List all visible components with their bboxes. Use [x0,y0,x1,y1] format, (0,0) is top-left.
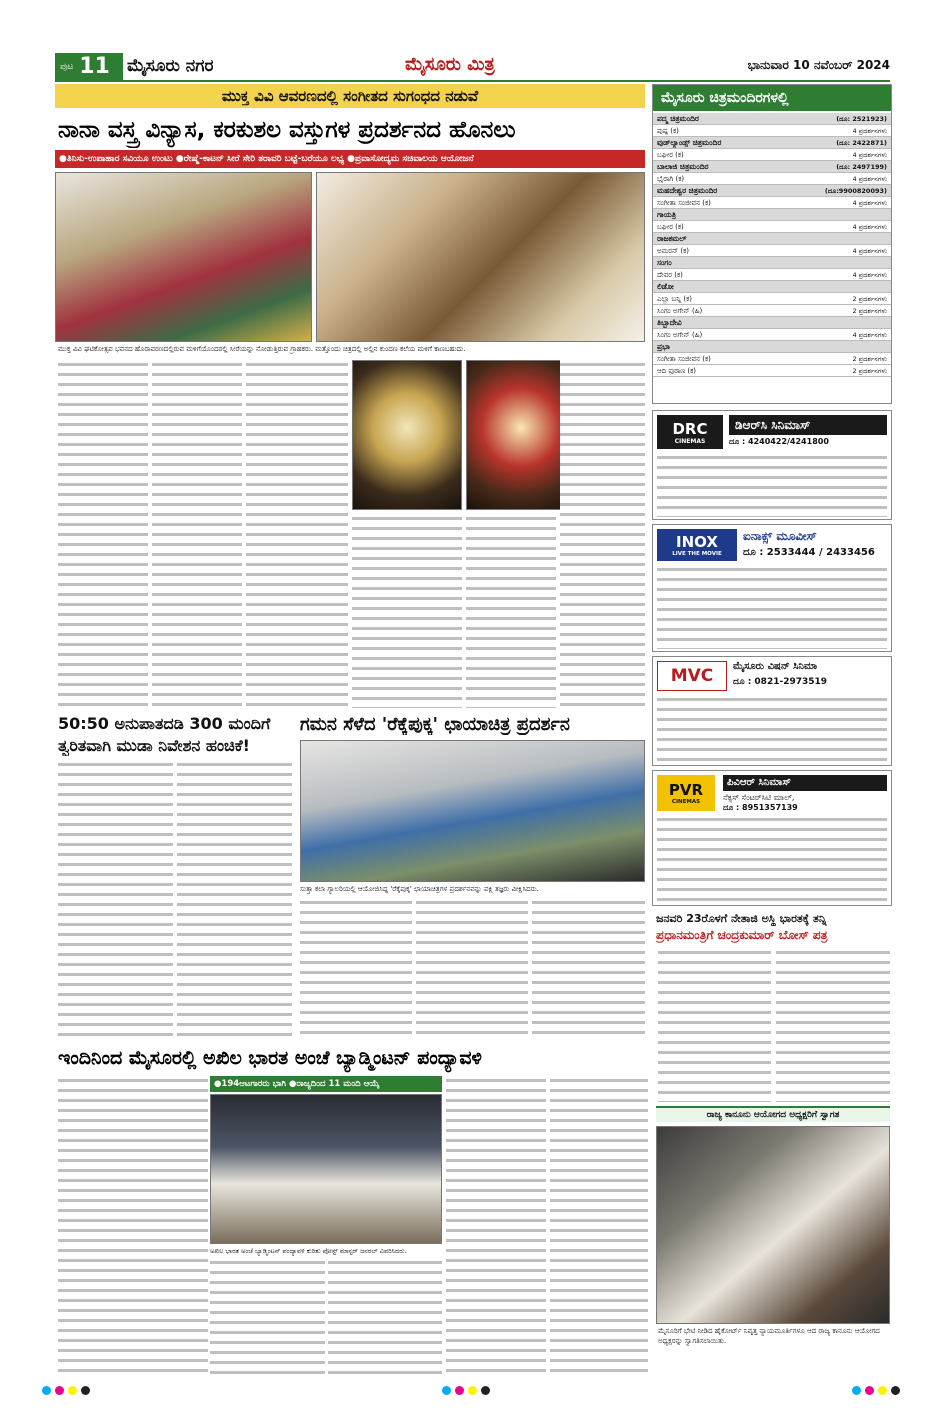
lead-body-col-2 [152,360,242,708]
saree-stall-photo [55,172,312,342]
page-header [55,53,890,80]
netaji-body-col-2 [776,948,890,1102]
lead-photo-caption: ಮುಕ್ತ ವಿವಿ ಘಟಿಕೋತ್ಸವ ಭವನದ ಹೊರಾವರಣದಲ್ಲಿರುವ ಮಳಿಗೆಯೊಂದರಲ್ಲಿ ಸೀರೆಯನ್ನು ನೋಡುತ್ತಿರುವ ಗ್ರಾಹಕರು. ಮತ್ತೊಂದು ಚಿತ್ರದಲ್ಲಿ ಅಲ್ಲಿನ ಕುಂದಣ ಕಲೆಯ ಮಳಿಗೆ ಕಾಣಬಹುದು. [58,345,466,353]
mvc-box [652,656,892,766]
pvr-showtimes [657,815,887,903]
lead-body-col-6 [560,360,645,708]
muda-body-col-2 [177,760,292,1040]
legal-headline: ರಾಜ್ಯ ಕಾನೂನು ಆಯೋಗದ ಅಧ್ಯಕ್ಷರಿಗೆ ಸ್ವಾಗತ [706,1110,840,1120]
lead-subline-band [55,150,645,168]
muda-headline-2: ತ್ವರಿತವಾಗಿ ಮುಡಾ ನಿವೇಶನ ಹಂಚಿಕೆ! [58,736,250,755]
cinema-row: ಬಘೀರ (ಕ) 4 ಪ್ರದರ್ಶನಗಳು [653,149,891,161]
pvr-name: ಪಿವಿಆರ್ ಸಿನಿಮಾಸ್ [723,775,887,791]
drc-name: ಡಿಆರ್‌ಸಿ ಸಿನಿಮಾಸ್ [729,415,887,435]
cinema-row: ಮಹದೇಶ್ವರ ಚಿತ್ರಮಂದಿರ (ದೂ:9900820093) [653,185,891,197]
netaji-headline-2: ಪ್ರಧಾನಮಂತ್ರಿಗೆ ಚಂದ್ರಕುಮಾರ್ ಬೋಸ್ ಪತ್ರ [656,928,828,942]
expo-body-col-3 [532,898,645,1040]
craft-stall-photo [316,172,645,342]
badminton-photo-caption: ಅಖಿಲ ಭಾರತ ಅಂಚೆ ಬ್ಯಾಡ್ಮಿಂಟನ್ ಪಂದ್ಯಾವಳಿ ಕುರಿತು ಪೋಸ್ಟ್ ಮಾಸ್ಟರ್ ಜನರಲ್ ವಿವರಿಸಿದರು. [210,1247,407,1255]
badminton-body-col-1 [58,1076,208,1374]
lead-body-col-1 [58,360,148,708]
inox-box [652,524,892,652]
drc-cinemas-box [652,410,892,520]
drc-phone: ದೂ : 4240422/4241800 [729,437,829,446]
header-rule [55,80,890,82]
lead-kicker: ಮುಕ್ತ ವಿವಿ ಆವರಣದಲ್ಲಿ ಸಂಗೀತದ ಸುಗಂಧದ ನಡುವೆ [221,87,479,105]
expo-body-col-1 [300,898,412,1040]
page-number-box [55,53,123,80]
cinema-row: ರಾಜಕಮಲ್ [653,233,891,245]
issue-date: ಭಾನುವಾರ 10 ನವೆಂಬರ್ 2024 [747,58,890,72]
muda-body-col-1 [58,760,173,1040]
cinema-listing-title: ಮೈಸೂರು ಚಿತ್ರಮಂದಿರಗಳಲ್ಲಿ [653,85,891,111]
muda-headline-1: 50:50 ಅನುಪಾತದಡಿ 300 ಮಂದಿಗೆ [58,714,271,733]
inox-logo: INOX LIVE THE MOVIE [657,529,737,561]
lead-body-col-4 [352,514,462,708]
inox-showtimes [657,565,887,649]
badminton-subline-band [210,1076,442,1092]
lead-body-col-5 [466,514,556,708]
gallery-visit-photo [300,740,645,882]
netaji-body-col-1 [658,948,771,1102]
print-registration-marks-right [850,1380,902,1399]
cinema-row: ಬಘೀರ (ಕ) 4 ಪ್ರದರ್ಶನಗಳು [653,221,891,233]
cinema-row: ಸಿಂಗಂ ಅಗೇನ್ (ಹಿ) 4 ಪ್ರದರ್ಶನಗಳು [653,329,891,341]
badminton-body-col-4 [446,1076,546,1374]
cinema-rows [653,113,891,377]
netaji-headline-1: ಜನವರಿ 23ರೊಳಗೆ ನೇತಾಜಿ ಅಸ್ಥಿ ಭಾರತಕ್ಕೆ ತನ್ನಿ [656,912,827,925]
page-number: 11 [79,54,110,79]
page-label: ಪುಟ [60,61,74,72]
badminton-body-col-2 [210,1258,325,1374]
lead-kicker-band [55,84,645,108]
lead-subline: ●ತಿನಿಸು-ಉಪಾಹಾರ ಸವಿಯೂ ಉಂಟು ●ರೇಷ್ಮೆ-ಕಾಟನ್ ಸೀರೆ ಸೇರಿ ತರಾವರಿ ಬಟ್ಟೆ-ಬರೆಯೂ ಲಭ್ಯ ●ಪ್ರವಾಸೋದ್ಯಮ ಸಚಿವಾಲಯ ಆಯೋಜನೆ [59,154,474,164]
kundana-art-photo-1 [352,360,462,510]
inox-phone: ದೂ : 2533444 / 2433456 [743,547,875,558]
pvr-sub: ನೆಕ್ಸಸ್ ಸೆಂಟರ್‌ಸಿಟಿ ಮಾಲ್, [723,793,795,802]
cinema-row: ಸಿಂಗಂ ಅಗೇನ್ (ಹಿ) 2 ಪ್ರದರ್ಶನಗಳು [653,305,891,317]
press-meet-photo [210,1094,442,1244]
cinema-row: ಆದಿ ಪುರಾಣ (ಕ) 2 ಪ್ರದರ್ಶನಗಳು [653,365,891,377]
print-registration-marks-center [440,1380,492,1399]
mvc-logo: MVC [657,661,727,691]
cinema-row: ಪದ್ಮ ಚಿತ್ರಮಂದಿರ (ದೂ: 2521923) [653,113,891,125]
badminton-body-col-3 [328,1258,442,1374]
cinema-row: ತಿಬ್ಬಾದೇವಿ [653,317,891,329]
cinema-row: ಎಲ್ಲಾ ಬನ್ನಿ (ಕ) 2 ಪ್ರದರ್ಶನಗಳು [653,293,891,305]
mvc-phone: ದೂ : 0821-2973519 [733,677,828,687]
legal-headline-band [656,1106,890,1122]
inox-name: ಐನಾಕ್ಸ್ ಮೂವೀಸ್ [743,529,817,543]
legal-photo-caption: ಮೈಸೂರಿಗೆ ಭೇಟಿ ನೀಡಿದ ಹೈಕೋರ್ಟ್ ನಿವೃತ್ತ ನ್ಯಾಯಮೂರ್ತಿಗಳೂ ಆದ ರಾಜ್ಯ ಕಾನೂನು ಆಯೋಗದ ಅಧ್ಯಕ್ಷರನ್ನು ಸ್ವಾಗತಿಸಲಾಯಿತು. [658,1327,880,1345]
cinema-row: ದೇವರ (ಕ) 4 ಪ್ರದರ್ಶನಗಳು [653,269,891,281]
section-title: ಮೈಸೂರು ನಗರ [127,56,214,76]
mvc-showtimes [657,695,887,763]
print-registration-marks-left [40,1380,92,1399]
lead-headline: ನಾನಾ ವಸ್ತ್ರ ವಿನ್ಯಾಸ, ಕರಕುಶಲ ವಸ್ತುಗಳ ಪ್ರದರ್ಶನದ ಹೊನಲು [58,117,516,143]
badminton-body-col-5 [550,1076,648,1374]
cinema-row: ಗಾಯತ್ರಿ [653,209,891,221]
pvr-phone: ದೂ : 8951357139 [723,803,798,812]
masthead: ಮೈಸೂರು ಮಿತ್ರ [405,54,495,75]
badminton-headline: ಇಂದಿನಿಂದ ಮೈಸೂರಲ್ಲಿ ಅಖಿಲ ಭಾರತ ಅಂಚೆ ಬ್ಯಾಡ್ಮಿಂಟನ್ ಪಂದ್ಯಾವಳಿ [58,1047,482,1069]
pvr-logo: PVR CINEMAS [657,775,715,811]
badminton-subline: ●194ಆಟಗಾರರು ಭಾಗಿ ●ರಾಜ್ಯದಿಂದ 11 ಮಂದಿ ಆಯ್ಕೆ [214,1079,380,1089]
cinema-row: ಪುಷ್ಪ (ಕ) 4 ಪ್ರದರ್ಶನಗಳು [653,125,891,137]
pvr-box [652,770,892,906]
cinema-row: ಅಮರನ್ (ಕ) 4 ಪ್ರದರ್ಶನಗಳು [653,245,891,257]
drc-logo: DRC CINEMAS [657,415,723,449]
drc-showtimes [657,453,887,517]
cinema-row: ಸಂಗಂ [653,257,891,269]
cinema-row: ಭೈರಾಗಿ (ಕ) 4 ಪ್ರದರ್ಶನಗಳು [653,173,891,185]
cinema-row: ವುಡ್‌ಲ್ಯಾಂಡ್ಸ್ ಚಿತ್ರಮಂದಿರ (ದೂ: 2422871) [653,137,891,149]
cinema-row: ಪ್ರಭಾ [653,341,891,353]
lead-body-col-3 [246,360,348,708]
expo-body-col-2 [416,898,528,1040]
cinema-listing-panel [652,84,892,404]
cinema-row: ಲಿಡೋ [653,281,891,293]
cinema-row: ಸಂಗೀತಾ ಸಂಜೀವನ (ಕ) 4 ಪ್ರದರ್ಶನಗಳು [653,197,891,209]
mvc-name: ಮೈಸೂರು ವಿಷನ್ ಸಿನಿಮಾ [733,661,818,672]
legal-welcome-photo [656,1126,890,1324]
expo-headline: ಗಮನ ಸೆಳೆದ 'ರೆಕ್ಕೆಪುಕ್ಕ' ಛಾಯಾಚಿತ್ರ ಪ್ರದರ್ಶನ [300,714,570,735]
cinema-row: ಬಾಲಾಜಿ ಚಿತ್ರಮಂದಿರ (ದೂ: 2497199) [653,161,891,173]
expo-photo-caption: ಸುತ್ತಾ ಕಲಾ ಗ್ಯಾಲರಿಯಲ್ಲಿ ಆಯೋಜಿಸಿದ್ದ 'ರೆಕ್ಕೆಪುಕ್ಕ' ಛಾಯಾಚಿತ್ರಗಳ ಪ್ರದರ್ಶನವನ್ನು ಪಕ್ಷಿ ತಜ್ಞರು ವೀಕ್ಷಿಸಿದರು. [300,885,539,893]
cinema-row: ಸಂಗೀತಾ ಸಂಜೀವನ (ಕ) 2 ಪ್ರದರ್ಶನಗಳು [653,353,891,365]
